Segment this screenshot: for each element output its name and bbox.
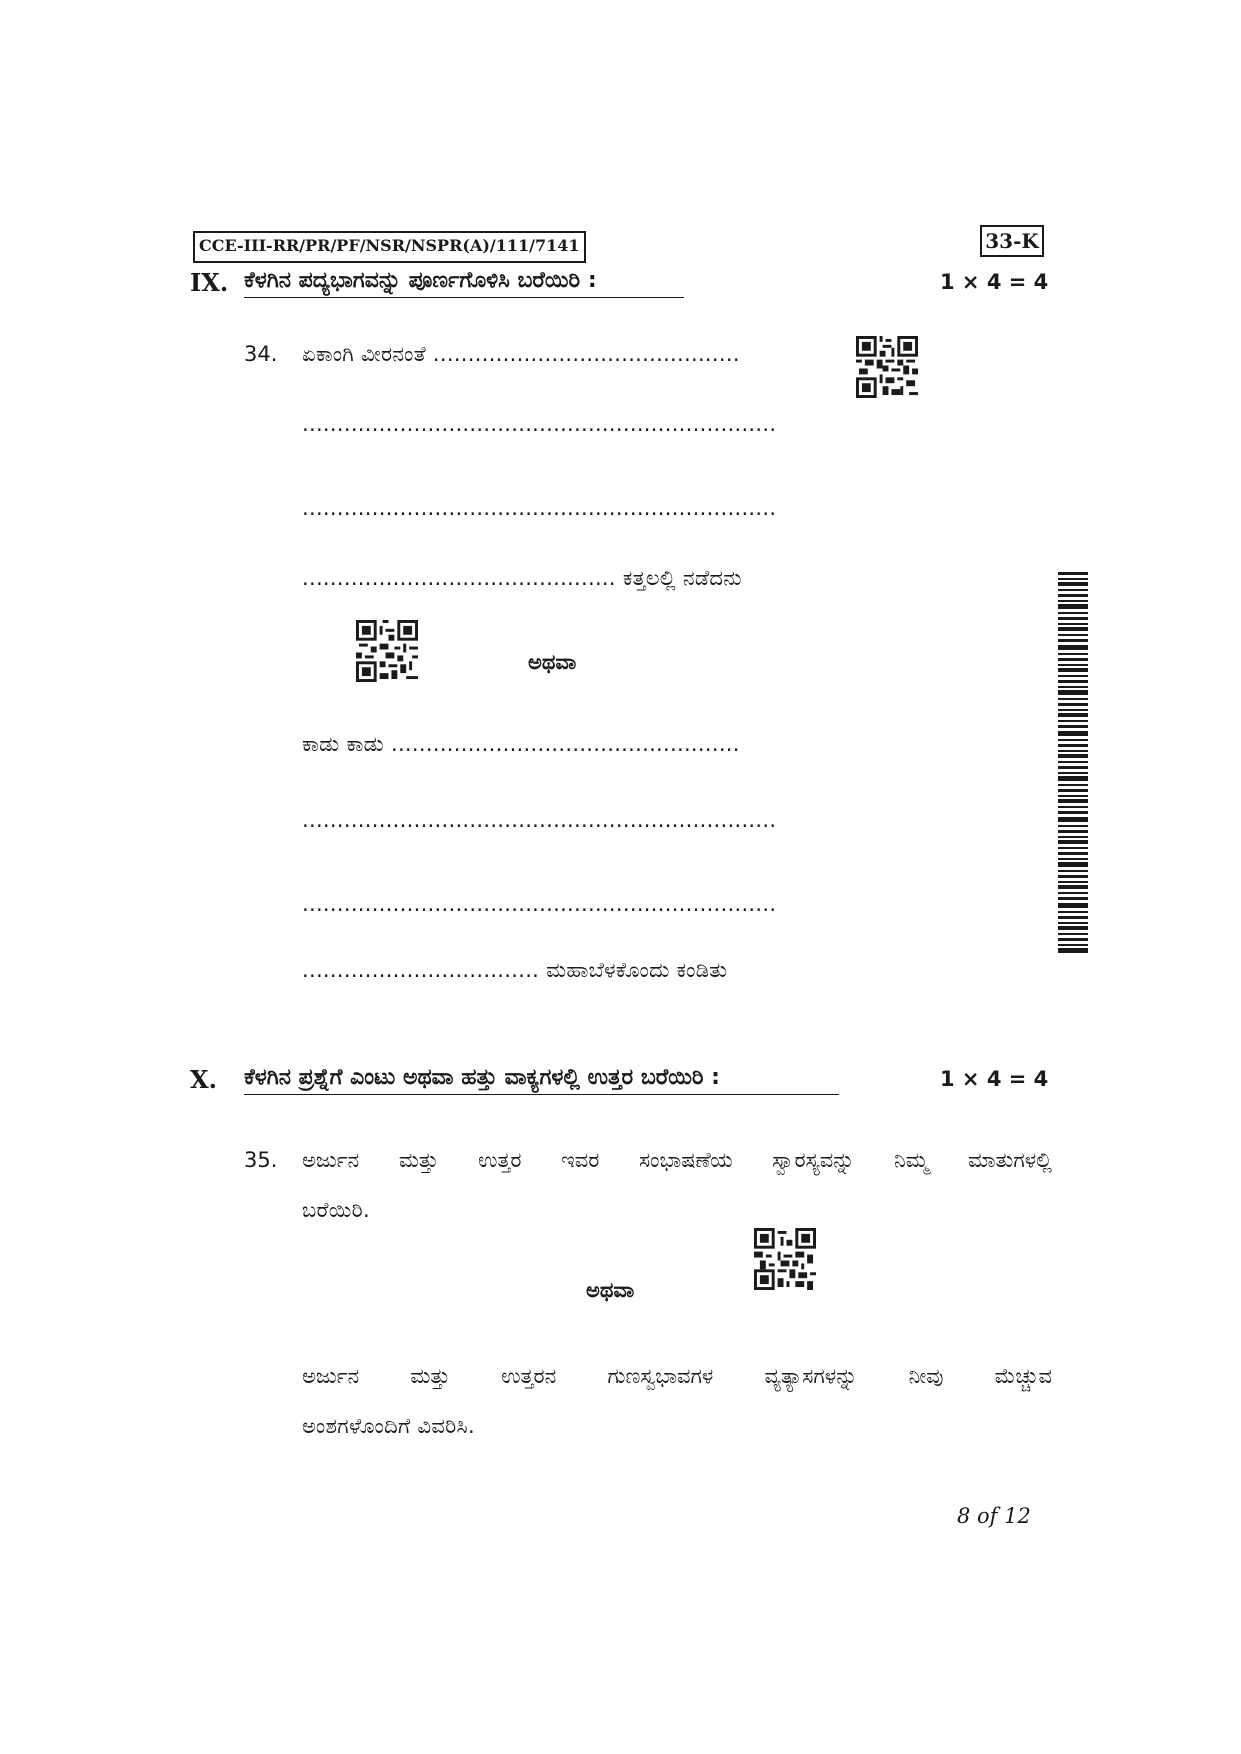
question-35-number: 35. (244, 1148, 278, 1172)
question-paper-code: CCE-III-RR/PR/PF/NSR/NSPR(A)/111/7141 (193, 231, 586, 263)
or-separator: ಅಥವಾ (586, 1278, 635, 1302)
or-separator: ಅಥವಾ (528, 650, 577, 674)
question-34-line-1: ಏಕಾಂಗಿ ವೀರನಂತೆ ............................................ (302, 342, 740, 366)
qr-code-icon (856, 336, 918, 398)
section-ix-marks: 1 × 4 = 4 (940, 270, 1049, 294)
barcode-icon (1058, 572, 1088, 956)
alt-question-34-line-2: .................................................................... (302, 808, 777, 832)
qr-code-icon (754, 1228, 816, 1290)
section-ix-title: ಕೆಳಗಿನ ಪದ್ಯಭಾಗವನ್ನು ಪೂರ್ಣಗೊಳಿಸಿ ಬರೆಯಿರಿ : (244, 268, 684, 298)
alt-question-34-line-3: .................................................................... (302, 892, 777, 916)
paper-subject-code: 33-K (980, 225, 1044, 257)
question-34-number: 34. (244, 342, 278, 366)
question-34-line-2: .................................................................... (302, 412, 777, 436)
section-x-marks: 1 × 4 = 4 (940, 1067, 1049, 1091)
question-35-line-2: ಬರೆಯಿರಿ. (302, 1198, 370, 1222)
section-ix-label: IX. (190, 268, 229, 297)
alt-question-34-line-1: ಕಾಡು ಕಾಡು .................................................. (302, 732, 740, 756)
alt-question-35-line-2: ಅಂಶಗಳೊಂದಿಗೆ ವಿವರಿಸಿ. (302, 1414, 475, 1438)
alt-question-34-line-4: .................................. ಮಹಾಬೆಳಕೊಂದು ಕಂಡಿತು (302, 958, 728, 982)
alt-question-35-line-1: ಅರ್ಜುನ ಮತ್ತು ಉತ್ತರನ ಗುಣಸ್ವಭಾವಗಳ ವ್ಯತ್ಯಾಸಗಳನ್ನು ನೀವು ಮೆಚ್ಚುವ (302, 1364, 1052, 1388)
question-35-line-1: ಅರ್ಜುನ ಮತ್ತು ಉತ್ತರ ಇವರ ಸಂಭಾಷಣೆಯ ಸ್ವಾರಸ್ಯವನ್ನು ನಿಮ್ಮ ಮಾತುಗಳಲ್ಲಿ (302, 1148, 1052, 1172)
qr-code-icon (356, 620, 418, 682)
section-x-label: X. (190, 1065, 217, 1094)
section-x-title: ಕೆಳಗಿನ ಪ್ರಶ್ನೆಗೆ ಎಂಟು ಅಥವಾ ಹತ್ತು ವಾಕ್ಯಗಳಲ್ಲಿ ಉತ್ತರ ಬರೆಯಿರಿ : (244, 1065, 839, 1095)
page-number: 8 of 12 (957, 1504, 1031, 1528)
question-34-line-4: ............................................. ಕತ್ತಲಲ್ಲಿ ನಡೆದನು (302, 566, 742, 590)
question-34-line-3: .................................................................... (302, 496, 777, 520)
